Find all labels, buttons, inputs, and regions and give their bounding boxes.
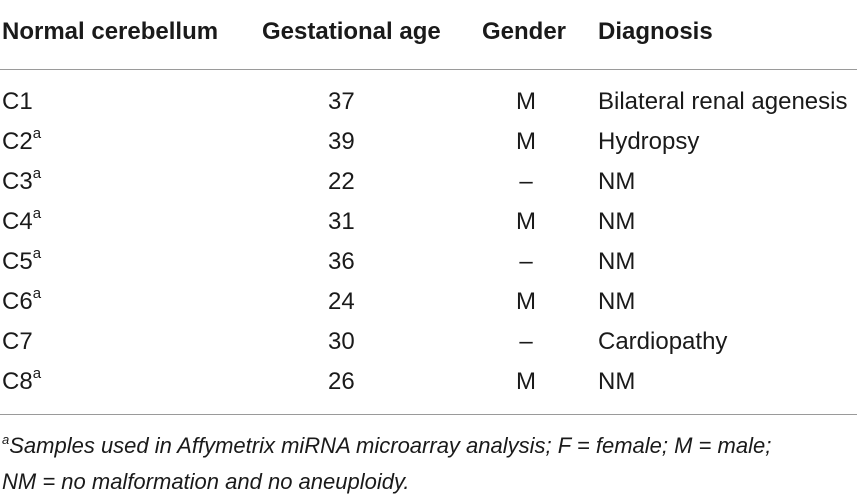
gender-cell: – [519,168,533,195]
sample-id: C8 [2,368,33,395]
table-row [0,246,861,286]
table-footnote [2,428,859,500]
diagnosis-cell: NM [598,288,636,315]
sample-id: C2 [2,128,33,155]
sample-cell [2,286,41,318]
table-header-row [0,16,861,50]
diagnosis-cell: NM [598,248,636,275]
header-normal-cerebellum: Normal cerebellum [2,18,219,45]
age-cell: 22 [328,168,355,195]
footnote-text-1: Samples used in Affymetrix miRNA microarray analysis; F = female; M = male; [9,433,772,458]
sample-cell [2,366,41,398]
header-diagnosis: Diagnosis [598,18,713,45]
footnote-marker: a [32,125,42,142]
table-row [0,126,861,166]
gender-cell: – [519,328,533,355]
table-row [0,166,861,206]
sample-id: C3 [2,168,33,195]
diagnosis-cell: NM [598,168,636,195]
footnote-marker: a [32,245,42,262]
sample-cell [2,126,41,158]
diagnosis-cell: Hydropsy [598,128,700,155]
table-row [0,326,861,366]
age-cell: 31 [328,208,355,235]
sample-cell [2,246,41,278]
table-row [0,286,861,326]
gender-cell: M [516,128,536,155]
table-row [0,86,861,126]
table-row [0,206,861,246]
footnote-marker: a [2,432,10,447]
sample-cell [2,166,41,198]
footnote-marker: a [32,205,42,222]
footnote-marker: a [32,165,42,182]
gender-cell: M [516,368,536,395]
sample-id: C1 [2,88,33,115]
footnote-marker: a [32,285,42,302]
footnote-line-1 [2,428,859,464]
sample-id: C7 [2,328,33,355]
sample-cell [2,206,41,238]
age-cell: 24 [328,288,355,315]
gender-cell: M [516,88,536,115]
age-cell: 39 [328,128,355,155]
age-cell: 26 [328,368,355,395]
footnote-line-2: NM = no malformation and no aneuploidy. [2,469,410,494]
footnote-marker: a [32,365,42,382]
header-gestational-age: Gestational age [262,18,441,45]
gender-cell: M [516,288,536,315]
diagnosis-cell: NM [598,368,636,395]
sample-id: C4 [2,208,33,235]
sample-cell [2,326,33,358]
diagnosis-cell: NM [598,208,636,235]
header-gender: Gender [482,18,567,45]
header-divider [0,69,857,70]
gender-cell: – [519,248,533,275]
age-cell: 30 [328,328,355,355]
sample-id: C6 [2,288,33,315]
diagnosis-cell: Bilateral renal agenesis [598,88,848,115]
footer-divider [0,414,857,415]
diagnosis-cell: Cardiopathy [598,328,728,355]
table-row [0,366,861,406]
sample-id: C5 [2,248,33,275]
sample-cell [2,86,33,118]
age-cell: 36 [328,248,355,275]
age-cell: 37 [328,88,355,115]
gender-cell: M [516,208,536,235]
